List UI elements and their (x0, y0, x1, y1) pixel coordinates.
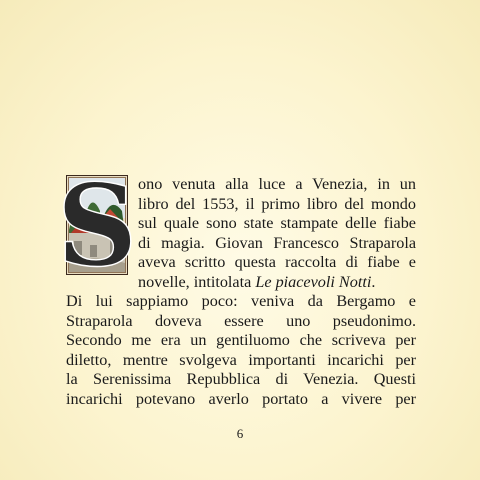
text-line: ono venuta alla luce a Venezia, in un (138, 175, 416, 193)
text-line: incarichi potevano averlo portato a vivere per (66, 389, 416, 408)
illuminated-letter-s-icon (56, 161, 138, 292)
text-body (56, 161, 416, 409)
text-line: aveva scritto questa raccolta di fiabe e (138, 253, 416, 271)
book-title: Le piacevoli Notti (255, 272, 372, 291)
text-line: Straparola doveva essere uno pseudonimo. (66, 311, 416, 330)
text-line: Secondo me era un gentiluomo che scriveva per (66, 331, 416, 349)
text-line: la Serenissima Repubblica di Venezia. Questi (66, 370, 416, 388)
page-number: 6 (236, 426, 244, 441)
text-line-segment: novelle, intitolata (138, 272, 256, 291)
text-line: diletto, mentre svolgeva importanti incarichi per (66, 350, 416, 369)
text-line-end: . (371, 272, 376, 291)
text-line: sul quale sono state stampate delle fiabe (138, 214, 416, 232)
dropcap-letter: S (56, 161, 138, 292)
text-line: di magia. Giovan Francesco Straparola (138, 233, 416, 252)
text-line: Di lui sappiamo poco: veniva da Bergamo e (66, 292, 416, 310)
text-line: libro del 1553, il primo libro del mondo (138, 194, 416, 213)
